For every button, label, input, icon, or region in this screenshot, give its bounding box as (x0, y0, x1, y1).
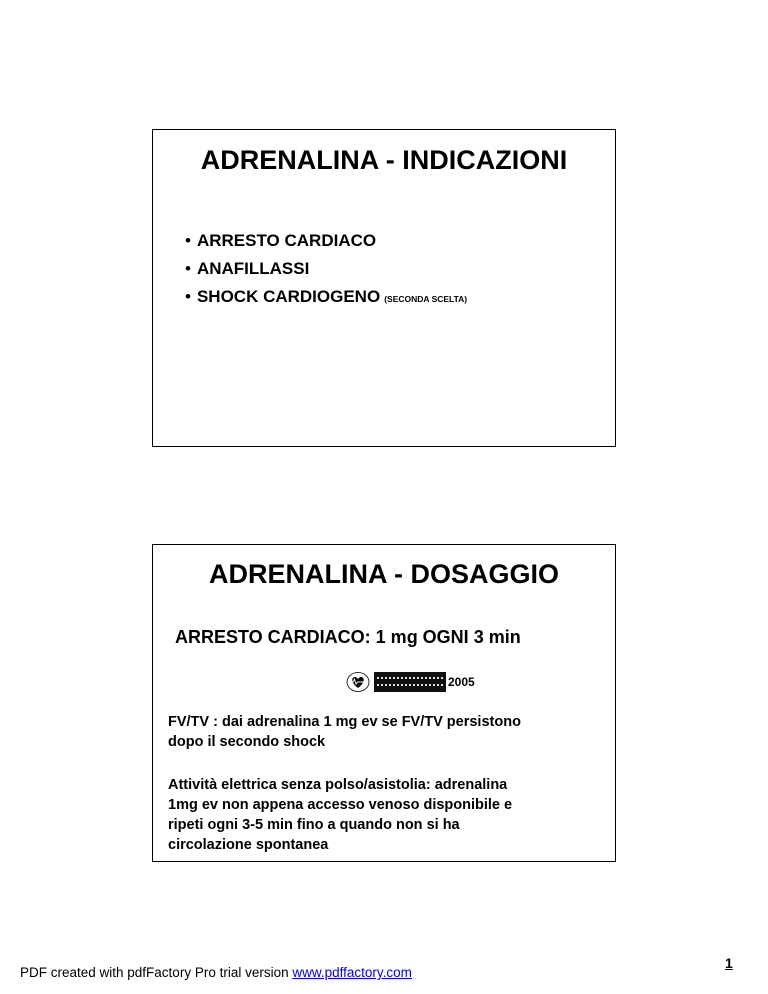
bullet-text: ANAFILLASSI (196, 259, 310, 278)
erc-guidelines-badge (345, 671, 475, 693)
slide-indicazioni (152, 129, 616, 447)
page-number: 1 (725, 955, 733, 971)
bullet-icon: • (185, 259, 191, 278)
bullet-text: ARRESTO CARDIACO (196, 231, 377, 250)
list-item (185, 227, 467, 255)
list-item (185, 283, 467, 311)
slide-title: ADRENALINA - DOSAGGIO (209, 559, 559, 589)
bullet-list (185, 227, 467, 311)
fv-tv-paragraph: FV/TV : dai adrenalina 1 mg ev se FV/TV persistono dopo il secondo shock (168, 714, 521, 750)
slide-subheading: ARRESTO CARDIACO: 1 mg OGNI 3 min (175, 627, 521, 647)
pea-asystole-paragraph: Attività elettrica senza polso/asistolia: adrenalina 1mg ev non appena accesso venoso disponibile e ripeti ogni 3-5 min fino a quando non si ha circolazione spontanea (168, 777, 513, 853)
heart-emblem-icon (345, 671, 371, 693)
pdffactory-link[interactable]: www.pdffactory.com (292, 965, 412, 980)
bullet-text: SHOCK CARDIOGENO (196, 287, 381, 306)
bullet-note: (SECONDA SCELTA) (384, 294, 468, 304)
bullet-icon: • (185, 287, 191, 306)
bullet-icon: • (185, 231, 191, 250)
pdf-footer (20, 965, 412, 980)
erc-logo (345, 671, 446, 693)
slide-dosaggio (152, 544, 616, 862)
footer-text: PDF created with pdfFactory Pro trial version (20, 965, 293, 980)
erc-wordmark (374, 672, 446, 692)
list-item (185, 255, 467, 283)
logo-year: 2005 (448, 675, 475, 689)
slide-title: ADRENALINA - INDICAZIONI (200, 145, 568, 175)
